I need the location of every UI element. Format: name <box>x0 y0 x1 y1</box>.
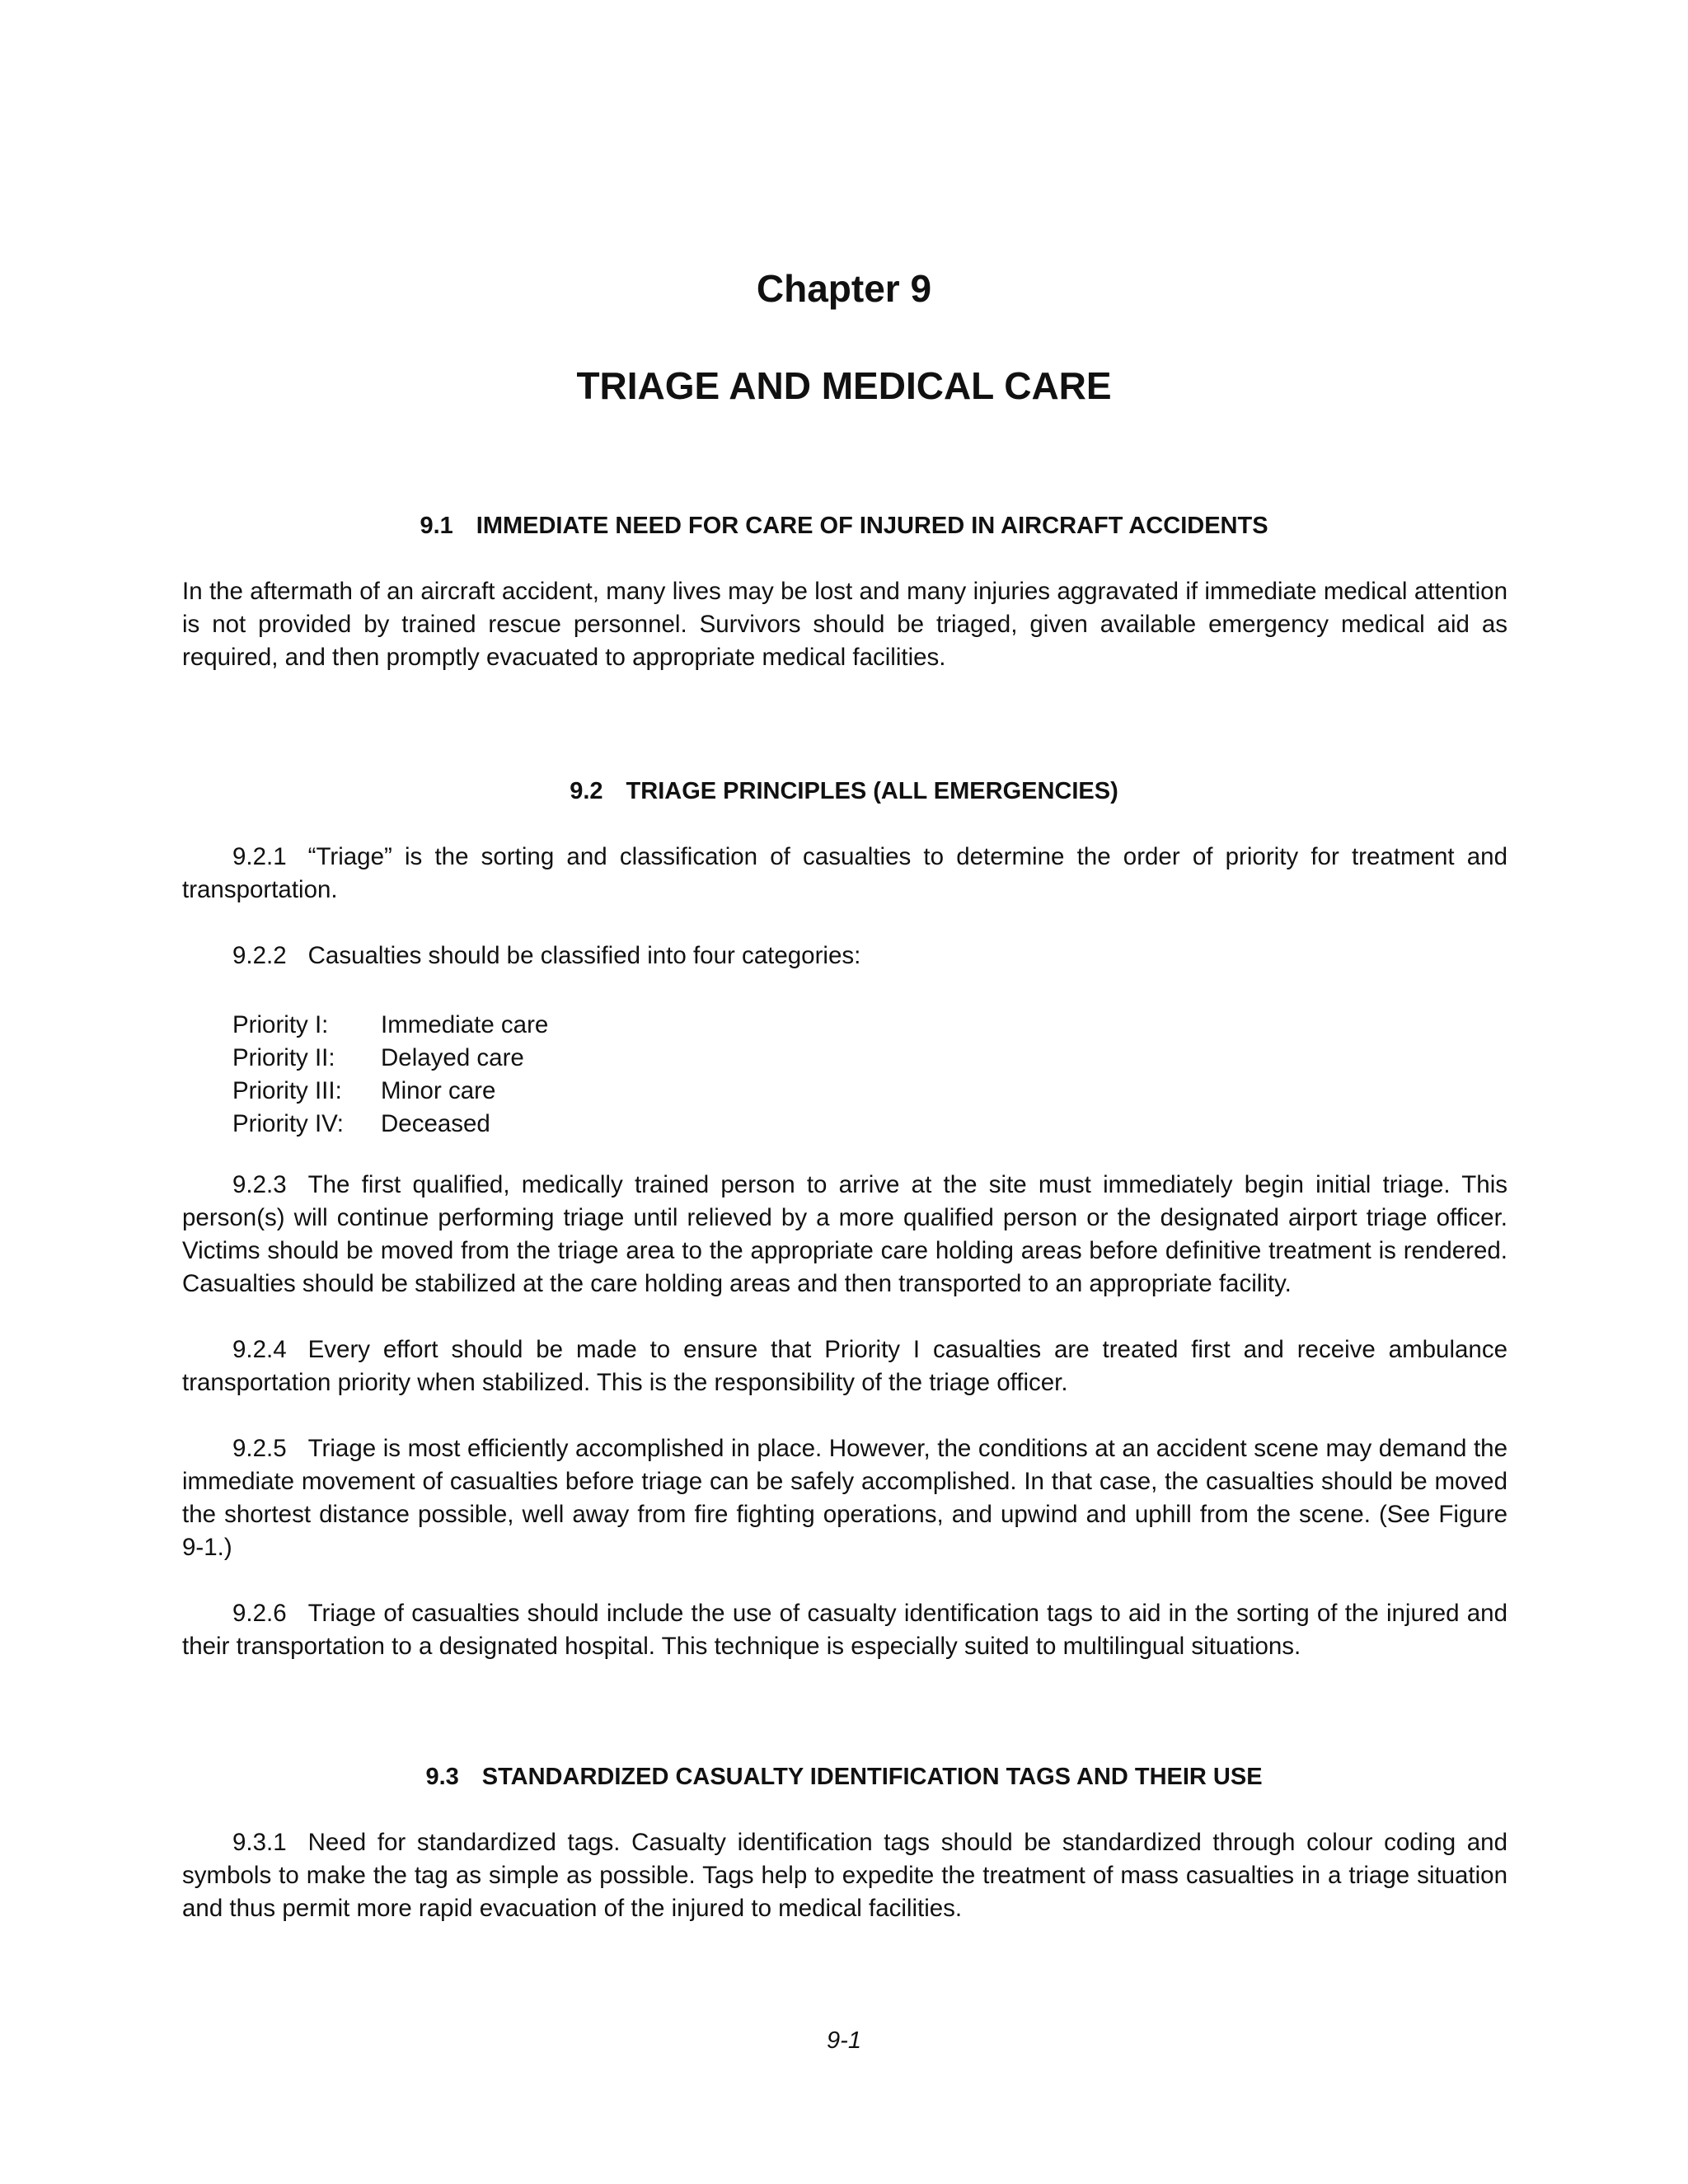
priority-list <box>232 1009 548 1141</box>
paragraph-text: Triage of casualties should include the use of casualty identification tags to aid in the sorting of the injured and their transportation to a designated hospital. This technique is especially suited to multilingual situations. <box>182 1600 1507 1660</box>
priority-value: Immediate care <box>381 1011 549 1038</box>
paragraph-text: The first qualified, medically trained person to arrive at the site must immediately begin initial triage. This person(s) will continue performing triage until relieved by a more qualified person or the designated airport triage officer. Victims should be moved from the triage area to the appropriate care holding areas before definitive treatment is rendered. Casualties should be stabilized at the care holding areas and then transported to an appropriate facility. <box>182 1171 1507 1297</box>
paragraph-9-1-intro: In the aftermath of an aircraft accident, many lives may be lost and many injuries aggravated if immediate medical attention is not provided by trained rescue personnel. Survivors should be triaged, given available emergency medical aid as required, and then promptly evacuated to appropriate medical facilities. <box>182 578 1507 671</box>
paragraph-9-2-3 <box>182 1169 1507 1301</box>
priority-row <box>232 1108 548 1141</box>
page-number: 9-1 <box>827 2027 861 2054</box>
chapter-number: Chapter 9 <box>756 267 932 310</box>
paragraph-9-3-1 <box>182 1826 1507 1925</box>
priority-label: Priority I: <box>232 1011 329 1038</box>
section-heading-9-2 <box>0 775 1688 808</box>
section-title: TRIAGE PRINCIPLES (ALL EMERGENCIES) <box>626 778 1118 804</box>
paragraph-9-2-4 <box>182 1333 1507 1399</box>
section-title: STANDARDIZED CASUALTY IDENTIFICATION TAGS AND THEIR USE <box>481 1764 1263 1790</box>
paragraph-number: 9.2.4 <box>232 1336 287 1363</box>
priority-value: Deceased <box>381 1110 490 1137</box>
paragraph-9-2-6 <box>182 1597 1507 1663</box>
priority-label: Priority II: <box>232 1044 335 1071</box>
section-number: 9.2 <box>570 778 603 804</box>
paragraph-number: 9.2.1 <box>232 843 287 870</box>
section-title: IMMEDIATE NEED FOR CARE OF INJURED IN AIRCRAFT ACCIDENTS <box>476 513 1268 539</box>
paragraph-9-2-1 <box>182 841 1507 907</box>
priority-row <box>232 1042 548 1075</box>
section-heading-9-1 <box>0 509 1688 542</box>
paragraph-text: Casualties should be classified into four categories: <box>307 942 861 969</box>
priority-value: Minor care <box>381 1077 496 1104</box>
section-heading-9-3 <box>0 1760 1688 1793</box>
priority-label: Priority III: <box>232 1077 342 1104</box>
section-number: 9.1 <box>420 513 453 539</box>
paragraph-number: 9.2.2 <box>232 942 287 969</box>
priority-value: Delayed care <box>381 1044 524 1071</box>
chapter-title: TRIAGE AND MEDICAL CARE <box>576 364 1112 407</box>
paragraph-text: “Triage” is the sorting and classification of casualties to determine the order of priority for treatment and transportation. <box>182 843 1507 903</box>
priority-label: Priority IV: <box>232 1110 344 1137</box>
paragraph-9-2-5 <box>182 1432 1507 1564</box>
priority-row <box>232 1075 548 1108</box>
paragraph-number: 9.3.1 <box>232 1829 287 1856</box>
paragraph-text: Every effort should be made to ensure that Priority I casualties are treated first and receive ambulance transportation priority when stabilized. This is the responsibility of the triage officer. <box>182 1336 1507 1396</box>
paragraph-number: 9.2.3 <box>232 1171 287 1198</box>
section-number: 9.3 <box>425 1764 459 1790</box>
paragraph-text: Need for standardized tags. Casualty identification tags should be standardized through colour coding and symbols to make the tag as simple as possible. Tags help to expedite the treatment of mass casualties in a triage situation and thus permit more rapid evacuation of the injured to medical facilities. <box>182 1829 1507 1922</box>
paragraph-text: Triage is most efficiently accomplished in place. However, the conditions at an accident scene may demand the immediate movement of casualties before triage can be safely accomplished. In that case, the casualties should be moved the shortest distance possible, well away from fire fighting operations, and upwind and uphill from the scene. (See Figure 9-1.) <box>182 1435 1507 1561</box>
paragraph-number: 9.2.6 <box>232 1600 287 1627</box>
priority-row <box>232 1009 548 1042</box>
paragraph-number: 9.2.5 <box>232 1435 287 1462</box>
paragraph-9-2-2 <box>182 940 1507 972</box>
